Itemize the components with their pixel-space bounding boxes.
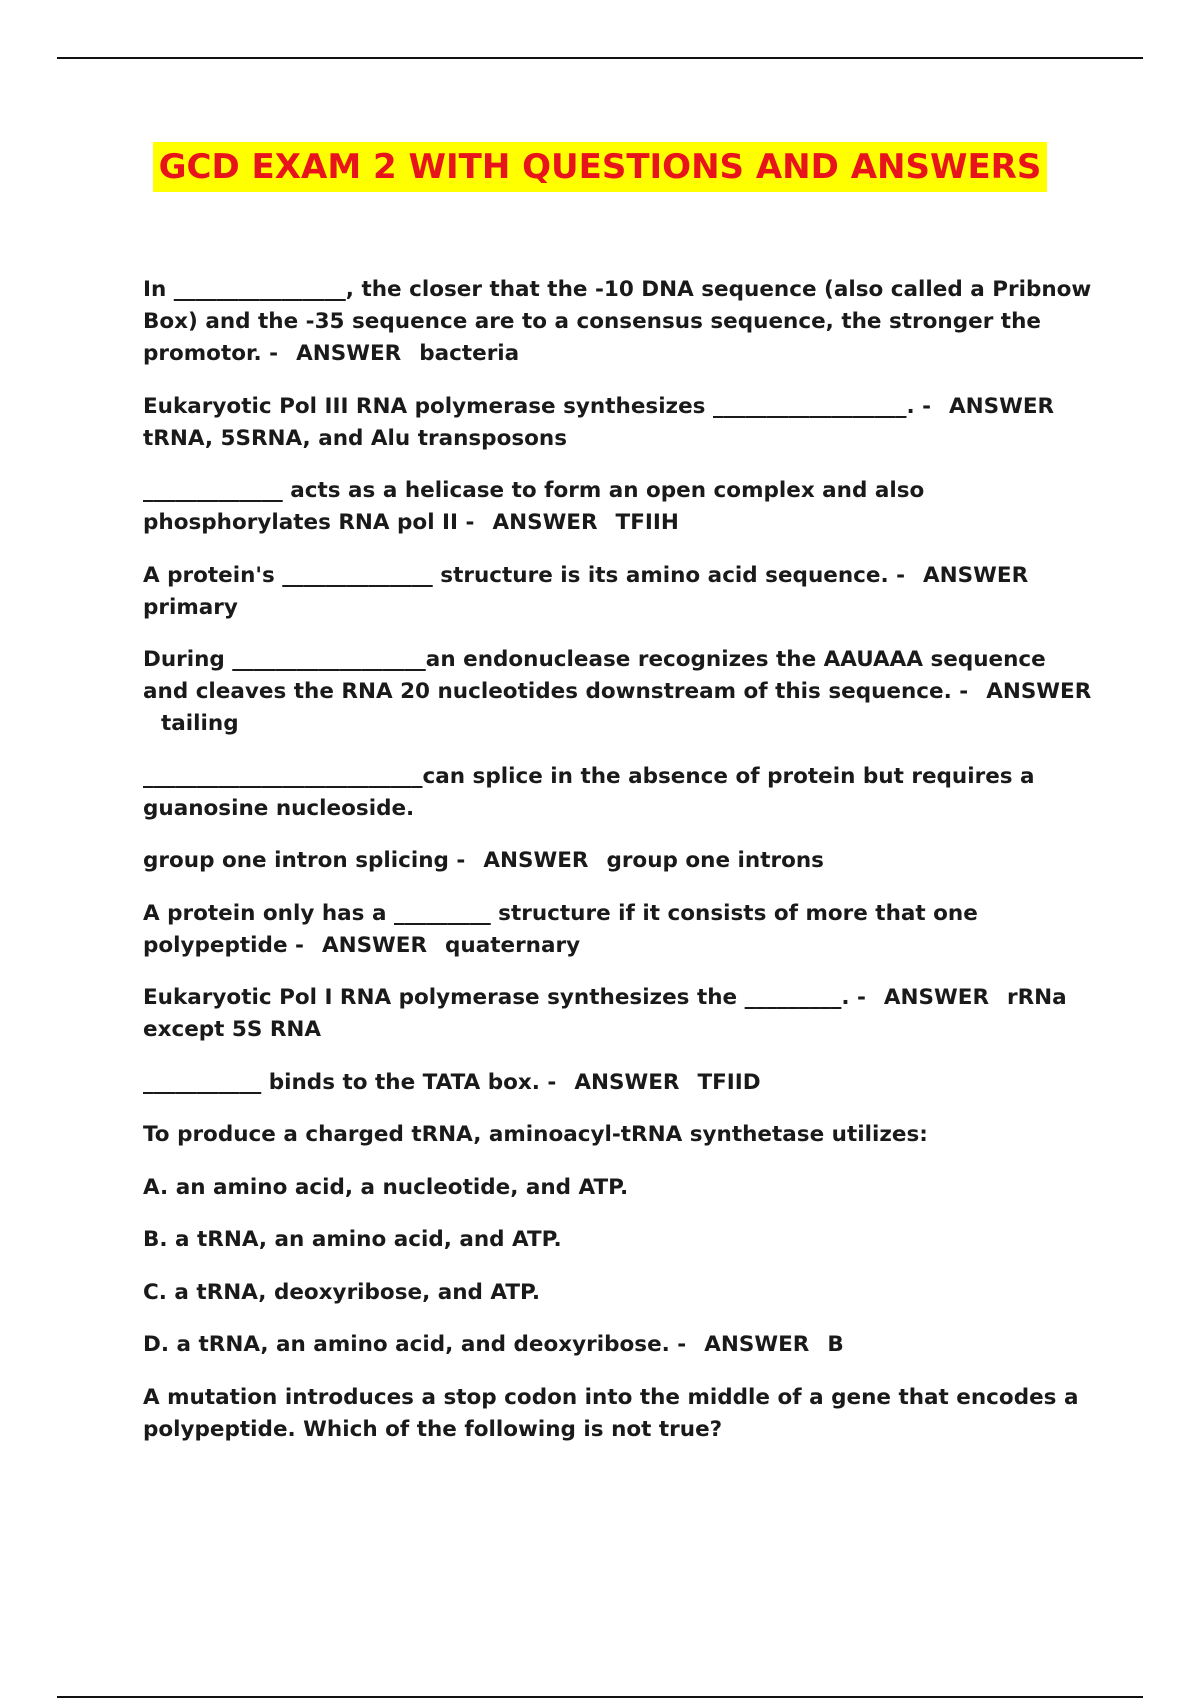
question-item [143, 1067, 1093, 1099]
question-item [143, 475, 1093, 539]
answer-text: B [827, 1332, 844, 1357]
question-item [143, 391, 1093, 455]
answer-label: ANSWER [923, 562, 1029, 588]
question-text: Eukaryotic Pol III RNA polymerase synthesizes __________________. - [143, 393, 932, 419]
question-text: During __________________an endonuclease recognizes the AAUAAA sequence and cleaves the RNA 20 nucleotides downstream of this sequence. - [143, 647, 1046, 704]
question-text: Eukaryotic Pol I RNA polymerase synthesizes the _________. - [143, 985, 866, 1010]
answer-text: primary [143, 594, 238, 620]
answer-label: ANSWER [321, 932, 428, 958]
document-title: GCD EXAM 2 WITH QUESTIONS AND ANSWERS [153, 142, 1048, 192]
question-text: To produce a charged tRNA, aminoacyl-tRNA synthetase utilizes: [143, 1122, 928, 1147]
question-text: __________________________can splice in the absence of protein but requires a guanosine nucleoside. [143, 763, 1035, 821]
question-item [143, 898, 1093, 962]
question-text: group one intron splicing - [143, 848, 466, 873]
option-text: C. a tRNA, deoxyribose, and ATP. [143, 1279, 541, 1305]
question-item [143, 560, 1093, 624]
title-container [0, 142, 1200, 192]
answer-text: tailing [161, 711, 239, 736]
option-item [143, 1172, 1093, 1204]
answer-text: TFIIH [615, 510, 679, 535]
question-text: A protein's ______________ structure is its amino acid sequence. - [143, 562, 906, 588]
answer-text: tRNA, 5SRNA, and Alu transposons [143, 425, 568, 451]
option-text: B. a tRNA, an amino acid, and ATP. [143, 1227, 562, 1252]
answer-text: quaternary [445, 932, 581, 958]
question-text: _____________ acts as a helicase to form an open complex and also phosphorylates RNA pol II - [143, 478, 925, 535]
question-item [143, 845, 1093, 877]
answer-label: ANSWER [574, 1069, 680, 1095]
question-item [143, 982, 1093, 1046]
question-item [143, 1119, 1093, 1151]
option-item [143, 1224, 1093, 1256]
question-text: A protein only has a _________ structure if it consists of more that one polypeptide - [143, 900, 978, 958]
option-text: D. a tRNA, an amino acid, and deoxyribose. - [143, 1332, 687, 1357]
question-item [143, 1382, 1093, 1446]
option-item [143, 1277, 1093, 1309]
answer-label: ANSWER [986, 679, 1092, 704]
question-text: In ________________, the closer that the -10 DNA sequence (also called a Pribnow Box) and the -35 sequence are to a consensus sequence, the stronger the promotor. - [143, 277, 1092, 366]
top-rule [57, 57, 1143, 59]
answer-label: ANSWER [704, 1332, 810, 1357]
answer-text: rRNa except 5S RNA [143, 985, 1067, 1042]
question-list [143, 274, 1093, 1466]
answer-text: TFIID [697, 1069, 761, 1095]
bottom-rule [57, 1696, 1143, 1698]
question-item [143, 644, 1093, 740]
answer-label: ANSWER [883, 985, 989, 1010]
question-text: ___________ binds to the TATA box. - [143, 1069, 557, 1095]
answer-text: bacteria [419, 341, 520, 366]
question-text: A mutation introduces a stop codon into the middle of a gene that encodes a polypeptide. Which of the following is not true? [143, 1384, 1079, 1442]
answer-label: ANSWER [296, 341, 402, 366]
answer-label: ANSWER [483, 848, 589, 873]
answer-label: ANSWER [492, 510, 598, 535]
answer-text: group one introns [606, 848, 824, 873]
answer-label: ANSWER [949, 393, 1055, 419]
option-item [143, 1329, 1093, 1361]
question-item [143, 761, 1093, 825]
question-item [143, 274, 1093, 370]
option-text: A. an amino acid, a nucleotide, and ATP. [143, 1174, 629, 1200]
